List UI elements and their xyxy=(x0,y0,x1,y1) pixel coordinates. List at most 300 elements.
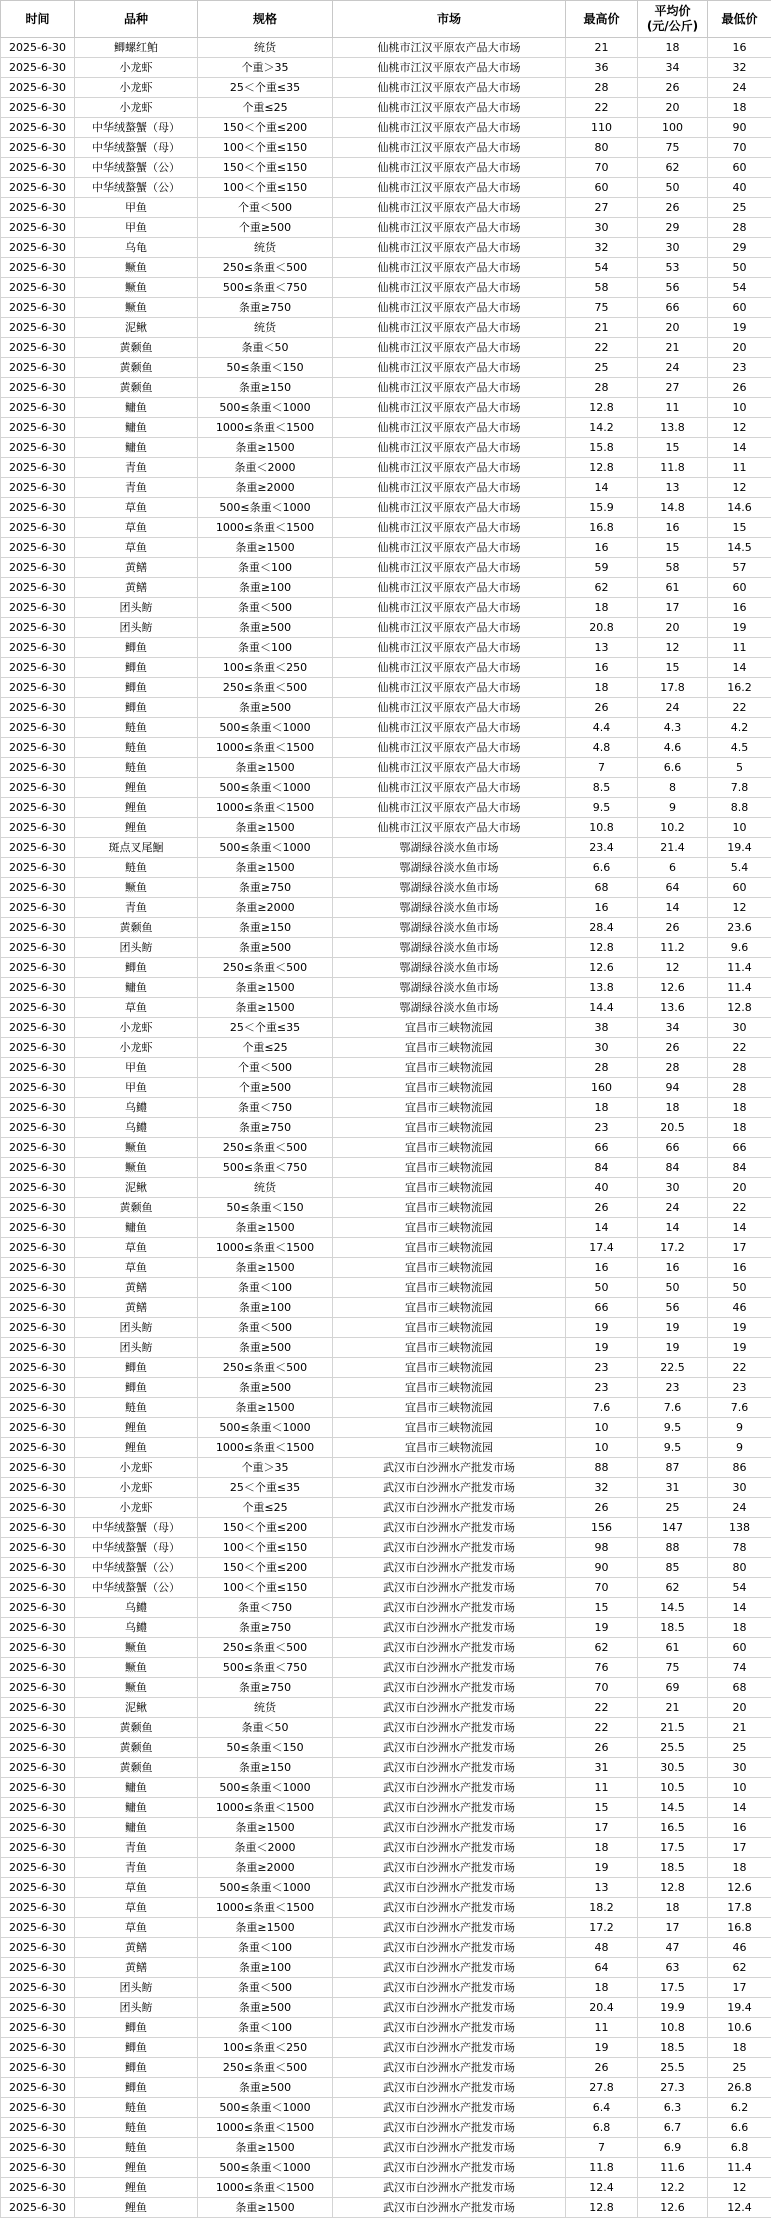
cell-market: 鄂湖绿谷淡水鱼市场 xyxy=(333,858,566,878)
cell-date: 2025-6-30 xyxy=(1,258,75,278)
cell-spec: 500≤条重＜1000 xyxy=(198,2098,333,2118)
cell-variety: 鳙鱼 xyxy=(75,418,198,438)
table-row xyxy=(1,2178,771,2198)
cell-min-price: 25 xyxy=(708,1738,771,1758)
cell-max-price: 19 xyxy=(566,1318,638,1338)
cell-variety: 鲤鱼 xyxy=(75,798,198,818)
cell-min-price: 20 xyxy=(708,1178,771,1198)
cell-variety: 中华绒螯蟹（母） xyxy=(75,118,198,138)
cell-max-price: 98 xyxy=(566,1538,638,1558)
cell-avg-price: 13.8 xyxy=(638,418,708,438)
cell-market: 宜昌市三峡物流园 xyxy=(333,1278,566,1298)
cell-date: 2025-6-30 xyxy=(1,1298,75,1318)
cell-market: 武汉市白沙洲水产批发市场 xyxy=(333,1938,566,1958)
cell-market: 仙桃市江汉平原农产品大市场 xyxy=(333,678,566,698)
cell-spec: 1000≤条重＜1500 xyxy=(198,1438,333,1458)
table-row xyxy=(1,1518,771,1538)
cell-max-price: 70 xyxy=(566,1578,638,1598)
cell-date: 2025-6-30 xyxy=(1,118,75,138)
cell-min-price: 10.6 xyxy=(708,2018,771,2038)
cell-date: 2025-6-30 xyxy=(1,218,75,238)
cell-date: 2025-6-30 xyxy=(1,698,75,718)
cell-spec: 条重＜50 xyxy=(198,338,333,358)
cell-avg-price: 6.9 xyxy=(638,2138,708,2158)
cell-avg-price: 24 xyxy=(638,698,708,718)
cell-date: 2025-6-30 xyxy=(1,1318,75,1338)
cell-date: 2025-6-30 xyxy=(1,2038,75,2058)
cell-min-price: 6.2 xyxy=(708,2098,771,2118)
cell-max-price: 6.8 xyxy=(566,2118,638,2138)
cell-variety: 小龙虾 xyxy=(75,58,198,78)
cell-spec: 条重≥500 xyxy=(198,618,333,638)
header-row xyxy=(1,1,771,38)
table-row xyxy=(1,578,771,598)
cell-min-price: 11 xyxy=(708,638,771,658)
cell-date: 2025-6-30 xyxy=(1,2058,75,2078)
cell-avg-price: 31 xyxy=(638,1478,708,1498)
cell-avg-price: 56 xyxy=(638,1298,708,1318)
cell-variety: 草鱼 xyxy=(75,1918,198,1938)
cell-avg-price: 19 xyxy=(638,1338,708,1358)
cell-max-price: 13.8 xyxy=(566,978,638,998)
cell-spec: 1000≤条重＜1500 xyxy=(198,2178,333,2198)
cell-market: 仙桃市江汉平原农产品大市场 xyxy=(333,318,566,338)
cell-avg-price: 53 xyxy=(638,258,708,278)
cell-max-price: 13 xyxy=(566,1878,638,1898)
cell-min-price: 19.4 xyxy=(708,1998,771,2018)
cell-avg-price: 11.2 xyxy=(638,938,708,958)
cell-avg-price: 84 xyxy=(638,1158,708,1178)
cell-variety: 黄鳝 xyxy=(75,1298,198,1318)
cell-date: 2025-6-30 xyxy=(1,1738,75,1758)
cell-max-price: 88 xyxy=(566,1458,638,1478)
cell-spec: 条重≥750 xyxy=(198,1618,333,1638)
cell-date: 2025-6-30 xyxy=(1,1058,75,1078)
cell-avg-price: 17 xyxy=(638,598,708,618)
table-row xyxy=(1,1078,771,1098)
cell-avg-price: 14 xyxy=(638,898,708,918)
cell-market: 仙桃市江汉平原农产品大市场 xyxy=(333,218,566,238)
cell-variety: 黄鳝 xyxy=(75,578,198,598)
cell-avg-price: 30.5 xyxy=(638,1758,708,1778)
cell-spec: 条重≥750 xyxy=(198,298,333,318)
cell-market: 武汉市白沙洲水产批发市场 xyxy=(333,1818,566,1838)
cell-avg-price: 10.5 xyxy=(638,1778,708,1798)
cell-date: 2025-6-30 xyxy=(1,938,75,958)
cell-spec: 条重≥750 xyxy=(198,1678,333,1698)
cell-market: 鄂湖绿谷淡水鱼市场 xyxy=(333,978,566,998)
cell-market: 武汉市白沙洲水产批发市场 xyxy=(333,1838,566,1858)
cell-date: 2025-6-30 xyxy=(1,1158,75,1178)
table-row xyxy=(1,1618,771,1638)
cell-max-price: 18 xyxy=(566,598,638,618)
cell-max-price: 16 xyxy=(566,1258,638,1278)
cell-variety: 鲤鱼 xyxy=(75,778,198,798)
table-row xyxy=(1,378,771,398)
cell-min-price: 28 xyxy=(708,218,771,238)
cell-max-price: 4.8 xyxy=(566,738,638,758)
cell-variety: 鲫鱼 xyxy=(75,2018,198,2038)
table-row xyxy=(1,1658,771,1678)
cell-date: 2025-6-30 xyxy=(1,1998,75,2018)
table-row xyxy=(1,2138,771,2158)
cell-min-price: 32 xyxy=(708,58,771,78)
cell-date: 2025-6-30 xyxy=(1,1918,75,1938)
table-row xyxy=(1,158,771,178)
cell-date: 2025-6-30 xyxy=(1,878,75,898)
cell-spec: 条重＜500 xyxy=(198,1978,333,1998)
cell-variety: 鲤鱼 xyxy=(75,818,198,838)
cell-date: 2025-6-30 xyxy=(1,738,75,758)
cell-min-price: 70 xyxy=(708,138,771,158)
table-row xyxy=(1,1398,771,1418)
cell-date: 2025-6-30 xyxy=(1,2198,75,2218)
cell-variety: 甲鱼 xyxy=(75,1078,198,1098)
cell-max-price: 22 xyxy=(566,1718,638,1738)
cell-avg-price: 147 xyxy=(638,1518,708,1538)
cell-variety: 鲤鱼 xyxy=(75,2198,198,2218)
cell-date: 2025-6-30 xyxy=(1,578,75,598)
cell-avg-price: 24 xyxy=(638,358,708,378)
header-market: 市场 xyxy=(333,1,566,38)
cell-variety: 鳙鱼 xyxy=(75,1218,198,1238)
cell-spec: 250≤条重＜500 xyxy=(198,678,333,698)
cell-max-price: 48 xyxy=(566,1938,638,1958)
cell-min-price: 54 xyxy=(708,1578,771,1598)
cell-date: 2025-6-30 xyxy=(1,38,75,58)
cell-market: 武汉市白沙洲水产批发市场 xyxy=(333,2038,566,2058)
table-row xyxy=(1,1318,771,1338)
cell-date: 2025-6-30 xyxy=(1,298,75,318)
cell-avg-price: 20 xyxy=(638,618,708,638)
table-row xyxy=(1,2038,771,2058)
table-row xyxy=(1,738,771,758)
cell-max-price: 59 xyxy=(566,558,638,578)
cell-spec: 500≤条重＜1000 xyxy=(198,778,333,798)
cell-min-price: 7.8 xyxy=(708,778,771,798)
cell-spec: 250≤条重＜500 xyxy=(198,258,333,278)
cell-spec: 500≤条重＜1000 xyxy=(198,838,333,858)
cell-variety: 中华绒螯蟹（母） xyxy=(75,1518,198,1538)
cell-max-price: 12.6 xyxy=(566,958,638,978)
cell-avg-price: 21 xyxy=(638,1698,708,1718)
cell-min-price: 19.4 xyxy=(708,838,771,858)
cell-date: 2025-6-30 xyxy=(1,1938,75,1958)
cell-min-price: 11.4 xyxy=(708,978,771,998)
cell-min-price: 60 xyxy=(708,158,771,178)
cell-market: 仙桃市江汉平原农产品大市场 xyxy=(333,298,566,318)
cell-max-price: 64 xyxy=(566,1958,638,1978)
cell-variety: 黄鳝 xyxy=(75,1958,198,1978)
cell-min-price: 10 xyxy=(708,398,771,418)
table-row xyxy=(1,1498,771,1518)
cell-min-price: 16 xyxy=(708,1818,771,1838)
cell-market: 仙桃市江汉平原农产品大市场 xyxy=(333,638,566,658)
cell-max-price: 38 xyxy=(566,1018,638,1038)
cell-max-price: 70 xyxy=(566,1678,638,1698)
cell-spec: 250≤条重＜500 xyxy=(198,1358,333,1378)
cell-market: 武汉市白沙洲水产批发市场 xyxy=(333,1618,566,1638)
cell-avg-price: 26 xyxy=(638,1038,708,1058)
table-row xyxy=(1,1758,771,1778)
cell-min-price: 25 xyxy=(708,2058,771,2078)
cell-market: 仙桃市江汉平原农产品大市场 xyxy=(333,798,566,818)
cell-date: 2025-6-30 xyxy=(1,958,75,978)
cell-date: 2025-6-30 xyxy=(1,458,75,478)
cell-min-price: 30 xyxy=(708,1758,771,1778)
cell-variety: 小龙虾 xyxy=(75,1458,198,1478)
cell-max-price: 6.4 xyxy=(566,2098,638,2118)
cell-date: 2025-6-30 xyxy=(1,78,75,98)
cell-spec: 条重≥500 xyxy=(198,938,333,958)
cell-variety: 鲤鱼 xyxy=(75,1418,198,1438)
cell-market: 仙桃市江汉平原农产品大市场 xyxy=(333,238,566,258)
cell-variety: 乌鳢 xyxy=(75,1118,198,1138)
cell-avg-price: 87 xyxy=(638,1458,708,1478)
cell-market: 宜昌市三峡物流园 xyxy=(333,1438,566,1458)
table-row xyxy=(1,798,771,818)
cell-max-price: 10.8 xyxy=(566,818,638,838)
cell-avg-price: 62 xyxy=(638,1578,708,1598)
cell-market: 宜昌市三峡物流园 xyxy=(333,1018,566,1038)
cell-date: 2025-6-30 xyxy=(1,1498,75,1518)
cell-min-price: 23.6 xyxy=(708,918,771,938)
cell-spec: 个重＞35 xyxy=(198,1458,333,1478)
cell-avg-price: 21.5 xyxy=(638,1718,708,1738)
cell-variety: 小龙虾 xyxy=(75,1018,198,1038)
cell-min-price: 14 xyxy=(708,1218,771,1238)
cell-max-price: 31 xyxy=(566,1758,638,1778)
cell-max-price: 26 xyxy=(566,1498,638,1518)
table-row xyxy=(1,1038,771,1058)
cell-spec: 25＜个重≤35 xyxy=(198,1018,333,1038)
cell-min-price: 19 xyxy=(708,1338,771,1358)
cell-market: 宜昌市三峡物流园 xyxy=(333,1418,566,1438)
cell-market: 武汉市白沙洲水产批发市场 xyxy=(333,2078,566,2098)
cell-avg-price: 17 xyxy=(638,1918,708,1938)
cell-variety: 鲤鱼 xyxy=(75,2158,198,2178)
cell-avg-price: 12.8 xyxy=(638,1878,708,1898)
cell-max-price: 28 xyxy=(566,1058,638,1078)
cell-date: 2025-6-30 xyxy=(1,1178,75,1198)
cell-spec: 统货 xyxy=(198,1698,333,1718)
table-row xyxy=(1,958,771,978)
cell-max-price: 18 xyxy=(566,1838,638,1858)
table-row xyxy=(1,338,771,358)
cell-variety: 团头鲂 xyxy=(75,618,198,638)
cell-variety: 团头鲂 xyxy=(75,1998,198,2018)
cell-avg-price: 6.6 xyxy=(638,758,708,778)
cell-date: 2025-6-30 xyxy=(1,1658,75,1678)
cell-variety: 黄鳝 xyxy=(75,1278,198,1298)
cell-market: 武汉市白沙洲水产批发市场 xyxy=(333,1718,566,1738)
cell-market: 仙桃市江汉平原农产品大市场 xyxy=(333,498,566,518)
cell-market: 宜昌市三峡物流园 xyxy=(333,1298,566,1318)
cell-spec: 个重＞35 xyxy=(198,58,333,78)
cell-spec: 统货 xyxy=(198,38,333,58)
cell-min-price: 19 xyxy=(708,618,771,638)
cell-variety: 乌鳢 xyxy=(75,1098,198,1118)
cell-variety: 黄颡鱼 xyxy=(75,378,198,398)
cell-date: 2025-6-30 xyxy=(1,918,75,938)
cell-min-price: 22 xyxy=(708,1358,771,1378)
cell-variety: 小龙虾 xyxy=(75,1478,198,1498)
cell-variety: 草鱼 xyxy=(75,538,198,558)
cell-max-price: 80 xyxy=(566,138,638,158)
cell-min-price: 19 xyxy=(708,318,771,338)
cell-variety: 鲫鱼 xyxy=(75,2058,198,2078)
cell-max-price: 32 xyxy=(566,1478,638,1498)
table-row xyxy=(1,478,771,498)
cell-variety: 乌鳢 xyxy=(75,1598,198,1618)
cell-avg-price: 100 xyxy=(638,118,708,138)
cell-variety: 鲫鱼 xyxy=(75,638,198,658)
table-row xyxy=(1,2118,771,2138)
cell-market: 仙桃市江汉平原农产品大市场 xyxy=(333,598,566,618)
table-row xyxy=(1,1418,771,1438)
table-header xyxy=(1,1,771,38)
cell-max-price: 110 xyxy=(566,118,638,138)
cell-max-price: 30 xyxy=(566,1038,638,1058)
cell-date: 2025-6-30 xyxy=(1,558,75,578)
cell-variety: 小龙虾 xyxy=(75,98,198,118)
cell-variety: 草鱼 xyxy=(75,498,198,518)
cell-spec: 100＜个重≤150 xyxy=(198,1538,333,1558)
cell-spec: 条重≥150 xyxy=(198,1758,333,1778)
cell-spec: 500≤条重＜750 xyxy=(198,278,333,298)
cell-date: 2025-6-30 xyxy=(1,838,75,858)
cell-max-price: 7.6 xyxy=(566,1398,638,1418)
cell-avg-price: 17.2 xyxy=(638,1238,708,1258)
cell-min-price: 12 xyxy=(708,478,771,498)
cell-spec: 条重＜100 xyxy=(198,558,333,578)
cell-avg-price: 18.5 xyxy=(638,2038,708,2058)
cell-variety: 黄颡鱼 xyxy=(75,1718,198,1738)
cell-date: 2025-6-30 xyxy=(1,198,75,218)
cell-avg-price: 14.8 xyxy=(638,498,708,518)
cell-variety: 中华绒螯蟹（公） xyxy=(75,158,198,178)
cell-date: 2025-6-30 xyxy=(1,1878,75,1898)
cell-market: 宜昌市三峡物流园 xyxy=(333,1318,566,1338)
cell-max-price: 10 xyxy=(566,1438,638,1458)
cell-spec: 统货 xyxy=(198,318,333,338)
cell-avg-price: 9.5 xyxy=(638,1418,708,1438)
cell-max-price: 15 xyxy=(566,1598,638,1618)
cell-variety: 青鱼 xyxy=(75,1858,198,1878)
cell-min-price: 30 xyxy=(708,1478,771,1498)
cell-min-price: 10 xyxy=(708,1778,771,1798)
cell-market: 宜昌市三峡物流园 xyxy=(333,1118,566,1138)
cell-avg-price: 94 xyxy=(638,1078,708,1098)
cell-spec: 条重≥1500 xyxy=(198,978,333,998)
cell-variety: 鳜鱼 xyxy=(75,278,198,298)
cell-max-price: 17 xyxy=(566,1818,638,1838)
cell-date: 2025-6-30 xyxy=(1,1458,75,1478)
cell-market: 武汉市白沙洲水产批发市场 xyxy=(333,1798,566,1818)
cell-max-price: 8.5 xyxy=(566,778,638,798)
cell-market: 仙桃市江汉平原农产品大市场 xyxy=(333,658,566,678)
cell-date: 2025-6-30 xyxy=(1,1718,75,1738)
cell-spec: 500≤条重＜750 xyxy=(198,1158,333,1178)
cell-avg-price: 15 xyxy=(638,438,708,458)
cell-avg-price: 6 xyxy=(638,858,708,878)
cell-market: 仙桃市江汉平原农产品大市场 xyxy=(333,458,566,478)
cell-min-price: 50 xyxy=(708,1278,771,1298)
cell-min-price: 16.2 xyxy=(708,678,771,698)
header-min-price: 最低价 xyxy=(708,1,771,38)
cell-max-price: 4.4 xyxy=(566,718,638,738)
cell-min-price: 80 xyxy=(708,1558,771,1578)
table-row xyxy=(1,1578,771,1598)
cell-spec: 100＜个重≤150 xyxy=(198,178,333,198)
cell-spec: 条重≥750 xyxy=(198,1118,333,1138)
cell-variety: 黄颡鱼 xyxy=(75,1738,198,1758)
cell-avg-price: 18.5 xyxy=(638,1858,708,1878)
cell-avg-price: 21 xyxy=(638,338,708,358)
cell-date: 2025-6-30 xyxy=(1,1558,75,1578)
cell-min-price: 12 xyxy=(708,418,771,438)
cell-date: 2025-6-30 xyxy=(1,1778,75,1798)
cell-market: 武汉市白沙洲水产批发市场 xyxy=(333,1738,566,1758)
cell-max-price: 28 xyxy=(566,378,638,398)
cell-avg-price: 50 xyxy=(638,1278,708,1298)
cell-spec: 条重＜500 xyxy=(198,598,333,618)
cell-market: 武汉市白沙洲水产批发市场 xyxy=(333,2018,566,2038)
cell-max-price: 27.8 xyxy=(566,2078,638,2098)
cell-date: 2025-6-30 xyxy=(1,1258,75,1278)
cell-market: 宜昌市三峡物流园 xyxy=(333,1258,566,1278)
cell-variety: 黄颡鱼 xyxy=(75,358,198,378)
table-row xyxy=(1,1778,771,1798)
cell-date: 2025-6-30 xyxy=(1,1798,75,1818)
cell-spec: 500≤条重＜1000 xyxy=(198,398,333,418)
cell-date: 2025-6-30 xyxy=(1,618,75,638)
cell-min-price: 62 xyxy=(708,1958,771,1978)
cell-max-price: 26 xyxy=(566,2058,638,2078)
cell-spec: 100＜个重≤150 xyxy=(198,1578,333,1598)
header-variety: 品种 xyxy=(75,1,198,38)
cell-date: 2025-6-30 xyxy=(1,1358,75,1378)
cell-avg-price: 75 xyxy=(638,138,708,158)
cell-date: 2025-6-30 xyxy=(1,1978,75,1998)
cell-spec: 条重≥500 xyxy=(198,1338,333,1358)
cell-avg-price: 20.5 xyxy=(638,1118,708,1138)
cell-min-price: 29 xyxy=(708,238,771,258)
cell-date: 2025-6-30 xyxy=(1,1898,75,1918)
cell-avg-price: 13.6 xyxy=(638,998,708,1018)
cell-date: 2025-6-30 xyxy=(1,1758,75,1778)
cell-date: 2025-6-30 xyxy=(1,158,75,178)
cell-min-price: 12 xyxy=(708,898,771,918)
cell-avg-price: 21.4 xyxy=(638,838,708,858)
cell-variety: 中华绒螯蟹（公） xyxy=(75,1558,198,1578)
cell-max-price: 17.2 xyxy=(566,1918,638,1938)
cell-date: 2025-6-30 xyxy=(1,1018,75,1038)
cell-date: 2025-6-30 xyxy=(1,598,75,618)
cell-min-price: 16 xyxy=(708,1258,771,1278)
cell-min-price: 18 xyxy=(708,1118,771,1138)
cell-spec: 150＜个重≤200 xyxy=(198,118,333,138)
table-row xyxy=(1,918,771,938)
table-row xyxy=(1,1198,771,1218)
cell-avg-price: 64 xyxy=(638,878,708,898)
table-row xyxy=(1,1438,771,1458)
cell-max-price: 40 xyxy=(566,1178,638,1198)
cell-market: 武汉市白沙洲水产批发市场 xyxy=(333,1518,566,1538)
cell-market: 鄂湖绿谷淡水鱼市场 xyxy=(333,958,566,978)
cell-variety: 中华绒螯蟹（公） xyxy=(75,178,198,198)
cell-max-price: 27 xyxy=(566,198,638,218)
